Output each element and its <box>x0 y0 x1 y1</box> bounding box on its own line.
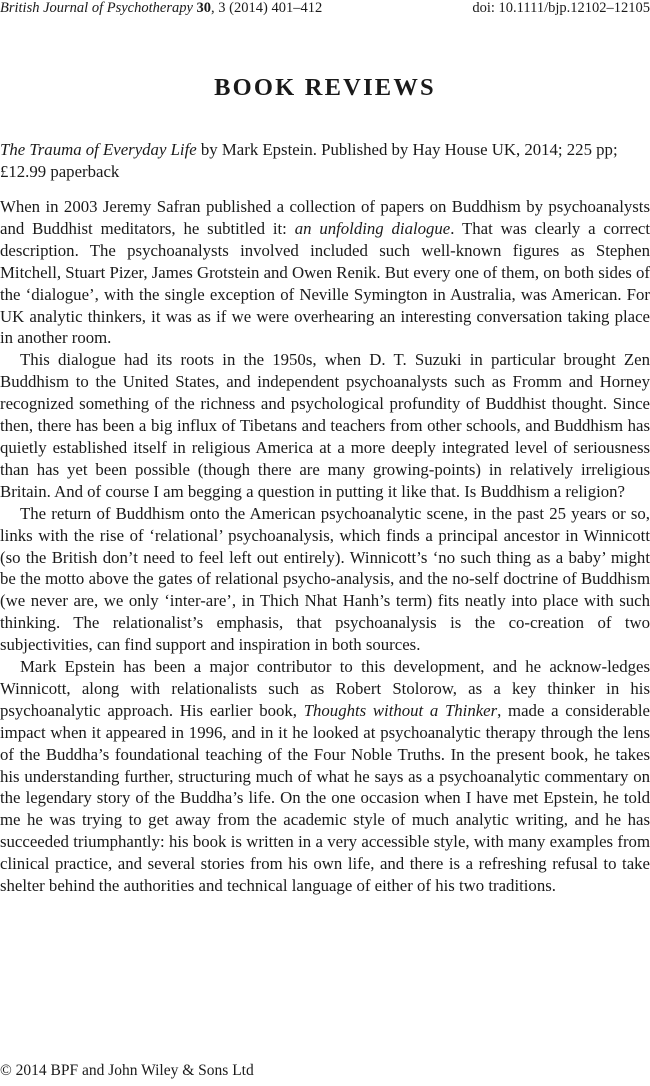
section-title: BOOK REVIEWS <box>214 74 436 101</box>
book-citation <box>0 139 650 183</box>
book-details: by Mark Epstein. Published by Hay House UK, 2014; 225 pp; £12.99 paperback <box>0 140 618 181</box>
paragraph-4 <box>0 656 650 897</box>
paragraph-4-text-b: , made a considerable impact when it appeared in 1996, and in it he looked at psychoanalytic therapy through the lens of the Buddha’s foundational teaching of the Four Noble Truths. In the present book, he takes his understanding further, structuring much of what he says as a psychoanalytic commentary on the legendary story of the Buddha’s life. On the one occasion when I have met Epstein, he told me he was trying to get away from the academic style of much analytic writing, and he has succeeded triumphantly: his book is written in a very accessible style, with many examples from clinical practice, and several stories from his own life, and there is a refreshing refusal to take shelter behind the authorities and technical language of either of his two traditions. <box>0 700 650 896</box>
journal-volume: 30 <box>196 0 212 16</box>
journal-citation <box>0 0 322 16</box>
journal-issue-pages: , 3 (2014) 401–412 <box>211 0 323 16</box>
paragraph-1-emphasis: an unfolding dialogue <box>294 218 451 238</box>
doi: doi: 10.1111/bjp.12102–12105 <box>472 0 650 16</box>
running-head <box>0 0 650 20</box>
copyright-footer: © 2014 BPF and John Wiley & Sons Ltd <box>0 1062 254 1079</box>
paragraph-1-text-a: When in 2003 Jeremy Safran published a collection of papers on Buddhism by psychoanalysts and Buddhist meditators, he subtitled it: <box>0 197 650 238</box>
book-title: The Trauma of Everyday Life <box>0 140 197 159</box>
paragraph-2: This dialogue had its roots in the 1950s, when D. T. Suzuki in particular brought Zen Buddhism to the United States, and independent psychoanalysts such as Fromm and Horney recognized something of the richness and psychological profundity of Buddhist thought. Since then, there has been a big influx of Tibetans and teachers from other schools, and Buddhism has quietly established itself in religious America at a more deeply integrated level of seriousness than has yet been possible (though there are many growing-points) in relatively irreligious Britain. And of course I am begging a question in putting it like that. Is Buddhism a religion? <box>0 350 650 501</box>
paragraph-1 <box>0 196 650 349</box>
paragraph-3: The return of Buddhism onto the American psychoanalytic scene, in the past 25 years or so, links with the rise of ‘relational’ psychoanalysis, which finds a principal ancestor in Winnicott (so the British don’t need to feel left out entirely). Winnicott’s ‘no such thing as a baby’ might be the motto above the gates of relational psycho-analysis, and the no-self doctrine of Buddhism (we never are, we only ‘inter-are’, in Thich Nhat Hanh’s term) fits neatly into place with such thinking. The relationalist’s emphasis, that psychoanalysis is the co-creation of two subjectivities, can find support and inspiration in both sources. <box>0 503 650 655</box>
paragraph-1-text-b: . That was clearly a correct description. The psychoanalysts involved included such well-known figures as Stephen Mitchell, Stuart Pizer, James Grotstein and Owen Renik. But every one of them, on both sides of the ‘dialogue’, with the single exception of Neville Symington in Australia, was American. For UK analytic thinkers, it was as if we were overhearing an interesting conversation taking place in another room. <box>0 218 650 348</box>
paragraph-4-book-title: Thoughts without a Thinker <box>303 700 498 720</box>
review-body <box>0 196 650 897</box>
paragraph-4-text-a: Mark Epstein has been a major contributor to this development, and he acknow-ledges Winnicott, along with relationalists such as Robert Stolorow, as a key thinker in his psychoanalytic approach. His earlier book, <box>0 657 650 720</box>
journal-name: British Journal of Psychotherapy <box>0 0 193 16</box>
